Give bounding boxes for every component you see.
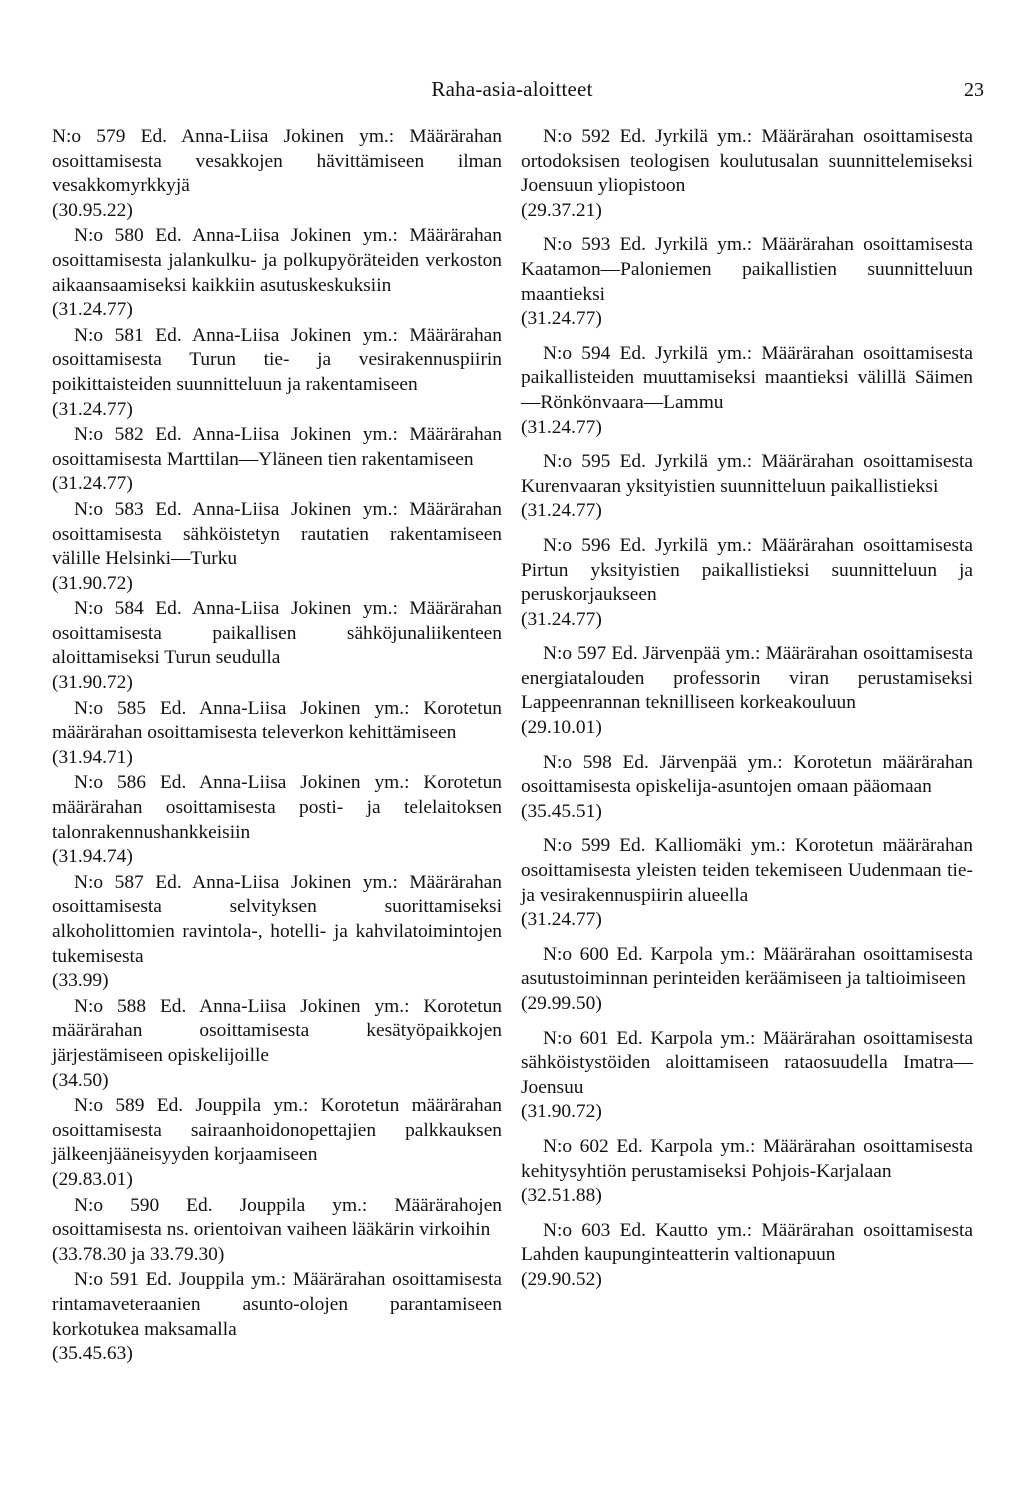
entry-text: Määrärahan osoittamisesta paikallisteiden muuttamiseksi maantieksi välillä Säimen—Rönkönvaara—Lammu <box>521 342 973 413</box>
budget-code: (29.10.01) <box>521 717 602 739</box>
budget-code: (31.24.77) <box>52 398 133 420</box>
entry-588 <box>52 995 502 1093</box>
budget-code: (31.24.77) <box>52 299 133 321</box>
budget-code: (30.95.22) <box>52 199 133 221</box>
entry-598 <box>521 751 973 825</box>
entry-580 <box>52 224 502 322</box>
entry-text: Määrärahan osoittamisesta Kaatamon—Paloniemen paikallistien suunnitteluun maantieksi <box>521 234 973 305</box>
entry-text: Määrärahan osoittamisesta sähköistystöiden aloittamiseen rataosuudella Imatra—Joensuu <box>521 1027 974 1098</box>
entry-number: N:o 588 Ed. Anna-Liisa Jokinen ym.: <box>74 995 410 1017</box>
entry-text: Korotetun määrärahan osoittamisesta opiskelija-asuntojen omaan pääomaan <box>521 751 973 798</box>
entry-590 <box>52 1194 502 1268</box>
entry-text: Määrärahojen osoittamisesta ns. orientoivan vaiheen lääkärin virkoihin <box>52 1194 502 1241</box>
left-column <box>52 125 502 1368</box>
entry-602 <box>521 1135 973 1209</box>
entry-593 <box>521 233 973 331</box>
budget-code: (31.90.72) <box>52 572 133 594</box>
budget-code: (32.51.88) <box>521 1185 602 1207</box>
entry-number: N:o 595 Ed. Jyrkilä ym.: <box>543 451 753 473</box>
entry-number: N:o 598 Ed. Järvenpää ym.: <box>543 751 783 773</box>
budget-code: (31.24.77) <box>52 473 133 495</box>
entry-number: N:o 583 Ed. Anna-Liisa Jokinen ym.: <box>74 498 398 520</box>
entry-601 <box>521 1027 973 1125</box>
budget-code: (29.90.52) <box>521 1268 602 1290</box>
budget-code: (29.37.21) <box>521 199 602 221</box>
page-number: 23 <box>964 79 984 101</box>
entry-text: Korotetun määrärahan osoittamisesta televerkon kehittämiseen <box>52 697 502 744</box>
entry-number: N:o 590 Ed. Jouppila ym.: <box>74 1194 368 1216</box>
entry-number: N:o 601 Ed. Karpola ym.: <box>543 1027 756 1049</box>
entry-number: N:o 585 Ed. Anna-Liisa Jokinen ym.: <box>74 697 410 719</box>
entry-582 <box>52 423 502 497</box>
entry-number: N:o 582 Ed. Anna-Liisa Jokinen ym.: <box>74 424 398 446</box>
entry-586 <box>52 771 502 869</box>
entry-579 <box>52 125 502 223</box>
entry-number: N:o 589 Ed. Jouppila ym.: <box>74 1095 309 1117</box>
entry-581 <box>52 324 502 422</box>
entry-number: N:o 579 Ed. Anna-Liisa Jokinen ym.: <box>52 126 395 147</box>
entry-text: Määrärahan osoittamisesta vesakkojen hävittämiseen ilman vesakkomyrkkyjä <box>52 126 502 197</box>
entry-587 <box>52 871 502 994</box>
entry-603 <box>521 1219 973 1293</box>
entry-text: Määrärahan osoittamisesta jalankulku- ja polkupyöräteiden verkoston aikaansaamiseksi kaikkiin asutuskeskuksiin <box>52 225 502 296</box>
entry-text: Määrärahan osoittamisesta kehitysyhtiön perustamiseksi Pohjois-Karjalaan <box>521 1135 974 1182</box>
running-header-title: Raha-asia-aloitteet <box>431 77 593 101</box>
entry-text: Määrärahan osoittamisesta rintamaveteraanien asunto-olojen parantamiseen korkotukea maksamalla <box>52 1269 503 1340</box>
budget-code: (34.50) <box>52 1069 109 1091</box>
entry-text: Määrärahan osoittamisesta Turun tie- ja vesirakennuspiirin poikittaisteiden suunnitteluun ja rakentamiseen <box>52 324 502 395</box>
entry-number: N:o 599 Ed. Kalliomäki ym.: <box>543 835 786 857</box>
budget-code: (31.24.77) <box>521 608 602 630</box>
entry-number: N:o 584 Ed. Anna-Liisa Jokinen ym.: <box>74 598 398 620</box>
entry-number: N:o 603 Ed. Kautto ym.: <box>543 1219 753 1241</box>
budget-code: (31.24.77) <box>521 416 602 438</box>
budget-code: (31.24.77) <box>521 308 602 330</box>
entry-number: N:o 581 Ed. Anna-Liisa Jokinen ym.: <box>74 324 398 346</box>
budget-code: (31.90.72) <box>521 1101 602 1123</box>
budget-code: (31.24.77) <box>521 909 602 931</box>
entry-text: Määrärahan osoittamisesta Kurenvaaran yksityistien suunnitteluun paikallistieksi <box>521 451 973 497</box>
right-column <box>521 125 973 1303</box>
budget-code: (31.90.72) <box>52 672 133 694</box>
budget-code: (29.99.50) <box>521 993 602 1014</box>
entry-596 <box>521 534 973 632</box>
entry-text: Määrärahan osoittamisesta asutustoiminnan perinteiden keräämiseen ja taltioimiseen <box>521 943 974 990</box>
entry-number: N:o 586 Ed. Anna-Liisa Jokinen ym.: <box>74 772 410 794</box>
entry-number: N:o 592 Ed. Jyrkilä ym.: <box>543 126 753 147</box>
entry-589 <box>52 1094 502 1192</box>
entry-number: N:o 587 Ed. Anna-Liisa Jokinen ym.: <box>74 871 398 893</box>
entry-number: N:o 602 Ed. Karpola ym.: <box>543 1135 756 1157</box>
budget-code: (35.45.51) <box>521 800 602 822</box>
entry-text: Määrärahan osoittamisesta paikallisen sähköjunaliikenteen aloittamiseksi Turun seudulla <box>52 598 502 669</box>
entry-number: N:o 596 Ed. Jyrkilä ym.: <box>543 534 753 556</box>
entry-text: Määrärahan osoittamisesta selvityksen suorittamiseksi alkoholittomien ravintola-, hotelli- ja kahvilatoimintojen tukemisesta <box>52 871 502 967</box>
entry-number: N:o 600 Ed. Karpola ym.: <box>543 943 756 965</box>
budget-code: (31.94.71) <box>52 746 133 768</box>
entry-text: Korotetun määrärahan osoittamisesta sairaanhoidonopettajien palkkauksen jälkeenjääneisyyden korjaamiseen <box>52 1095 502 1166</box>
budget-code: (29.83.01) <box>52 1168 133 1190</box>
entry-text: Korotetun määrärahan osoittamisesta kesätyöpaikkojen järjestämiseen opiskelijoille <box>52 995 502 1066</box>
entry-number: N:o 594 Ed. Jyrkilä ym.: <box>543 342 753 364</box>
entry-585 <box>52 697 502 771</box>
entry-594 <box>521 342 973 440</box>
entry-584 <box>52 597 502 695</box>
budget-code: (33.99) <box>52 970 109 992</box>
entry-text: Määrärahan osoittamisesta ortodoksisen teologisen koulutusalan suunnittelemiseksi Joensuun yliopistoon <box>521 126 973 197</box>
entry-text: Määrärahan osoittamisesta Lahden kaupunginteatterin valtionapuun <box>521 1219 973 1266</box>
entry-number: N:o 591 Ed. Jouppila ym.: <box>74 1269 287 1291</box>
budget-code: (31.24.77) <box>521 500 602 522</box>
budget-code: (35.45.63) <box>52 1343 133 1365</box>
entry-595 <box>521 450 973 524</box>
entry-600 <box>521 943 973 1017</box>
entry-592 <box>521 125 973 223</box>
entry-text: Määrärahan osoittamisesta Pirtun yksityistien paikallistieksi suunnitteluun ja peruskorjaukseen <box>521 534 973 606</box>
entry-597 <box>521 642 973 740</box>
entry-text: Määrärahan osoittamisesta energiatalouden professorin viran perustamiseksi Lappeenrannan teknilliseen korkeakouluun <box>521 643 973 714</box>
entry-number: N:o 593 Ed. Jyrkilä ym.: <box>543 234 753 256</box>
entry-number: N:o 597 Ed. Järvenpää ym.: <box>543 643 761 665</box>
entry-text: Määrärahan osoittamisesta Marttilan—Yläneen tien rakentamiseen <box>52 424 502 470</box>
entry-599 <box>521 834 973 932</box>
budget-code: (31.94.74) <box>52 846 133 868</box>
entry-text: Määrärahan osoittamisesta sähköistetyn rautatien rakentamiseen välille Helsinki—Turku <box>52 498 502 570</box>
entry-text: Korotetun määrärahan osoittamisesta yleisten teiden tekemiseen Uudenmaan tie- ja vesirakennuspiirin alueella <box>521 835 973 906</box>
entry-text: Korotetun määrärahan osoittamisesta posti- ja telelaitoksen talonrakennushankkeisiin <box>52 772 502 843</box>
entry-591 <box>52 1268 502 1366</box>
entry-583 <box>52 498 502 596</box>
entry-number: N:o 580 Ed. Anna-Liisa Jokinen ym.: <box>74 225 398 247</box>
budget-code: (33.78.30 ja 33.79.30) <box>52 1243 225 1265</box>
